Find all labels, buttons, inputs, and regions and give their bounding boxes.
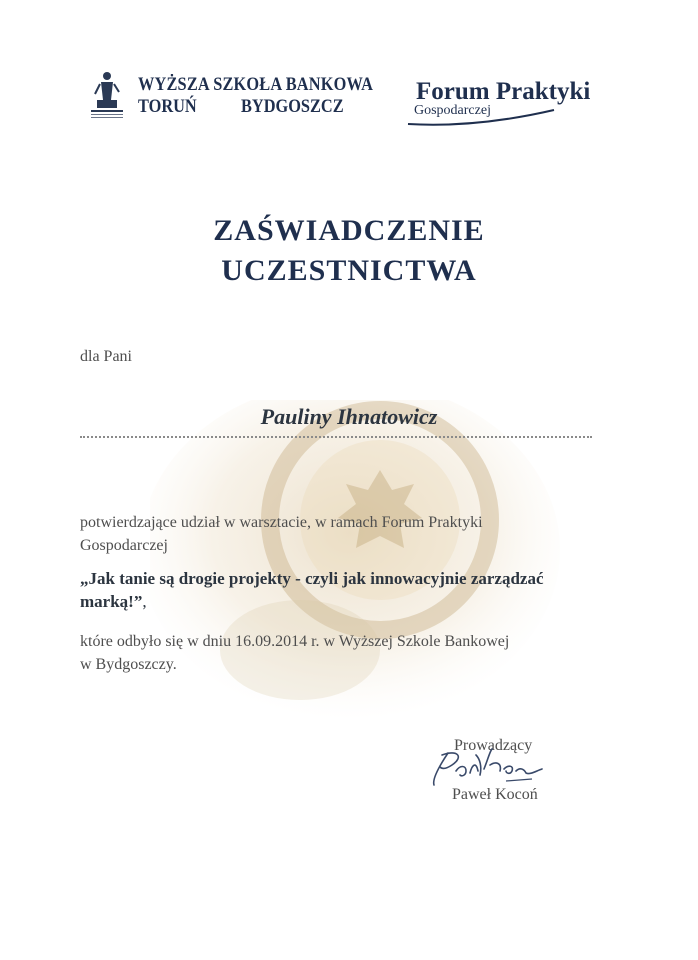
recipient-name: Pauliny Ihnatowicz — [260, 404, 438, 429]
forum-logo-line2: Gospodarczej — [414, 103, 491, 118]
for-whom-text: dla Pani — [80, 348, 132, 365]
confirmation-text-line1: potwierdzające udział w warsztacie, w ramach Forum Praktyki — [80, 514, 483, 531]
event-details-line1: które odbyło się w dniu 16.09.2014 r. w Wyższej Szkole Bankowej — [80, 633, 510, 650]
certificate-title-line1: ZAŚWIADCZENIE — [213, 214, 485, 247]
signatory-name: Paweł Kocoń — [452, 786, 538, 803]
workshop-topic-line2 — [80, 592, 147, 612]
school-city-bydgoszcz: BYDGOSZCZ — [241, 96, 344, 117]
certificate-title-line2: UCZESTNICTWA — [221, 254, 477, 287]
signatory-role: Prowadzący — [454, 737, 533, 754]
statue-emblem-icon — [88, 70, 126, 120]
seal-watermark-icon — [150, 400, 570, 730]
forum-logo — [396, 78, 591, 126]
name-dotted-line — [80, 436, 592, 438]
workshop-topic-line1: „Jak tanie są drogie projekty - czyli jak innowacyjnie zarządzać — [80, 569, 544, 588]
school-name: WYŻSZA SZKOŁA BANKOWA — [138, 74, 374, 95]
workshop-topic-text: marką!” — [80, 592, 143, 611]
workshop-topic-comma: , — [142, 592, 147, 611]
forum-logo-line1: Forum Praktyki — [416, 78, 591, 105]
swoosh-icon — [406, 108, 556, 126]
school-logo — [88, 70, 374, 120]
school-city-torun: TORUŃ — [138, 96, 197, 117]
confirmation-text-line2: Gospodarczej — [80, 537, 168, 554]
event-details-line2: w Bydgoszczy. — [80, 656, 177, 673]
